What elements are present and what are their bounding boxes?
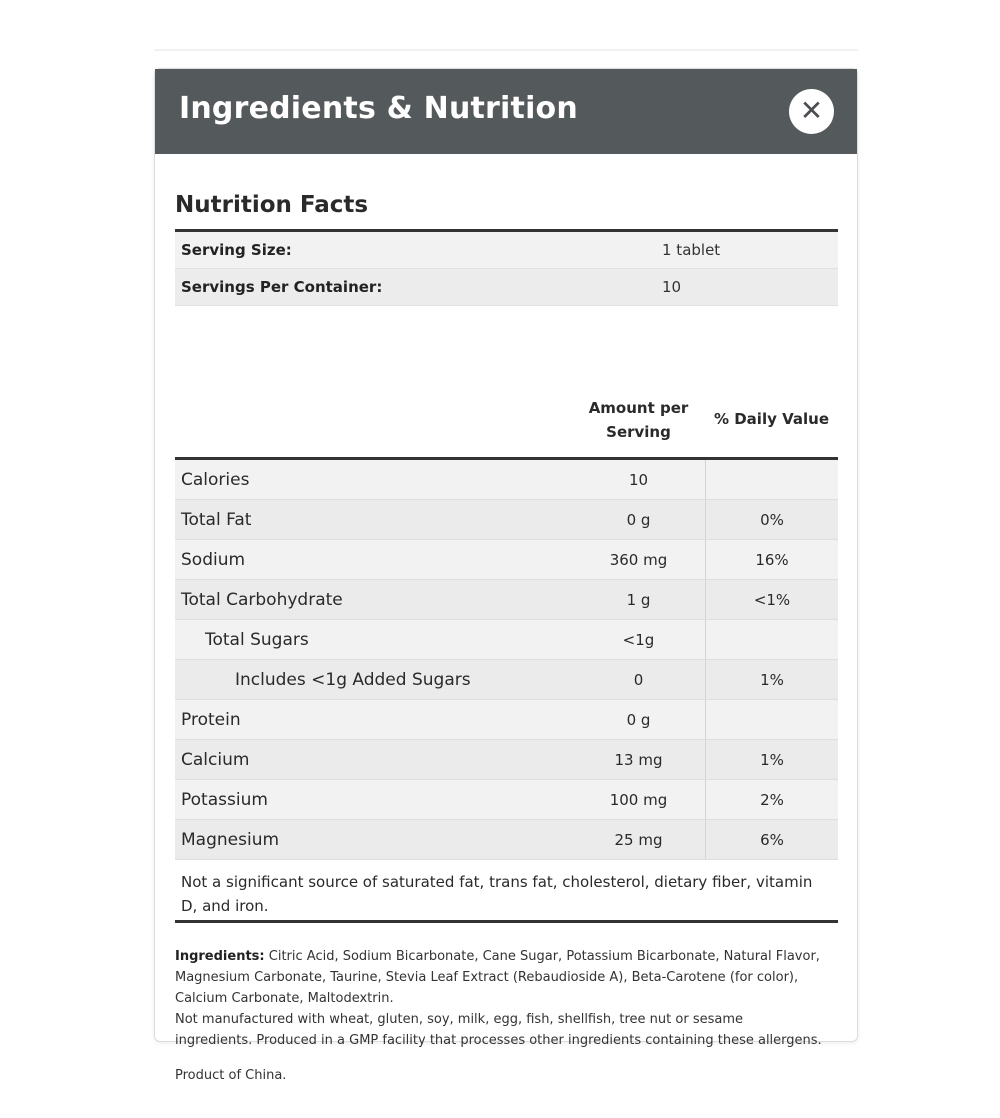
- nutrient-name: Total Fat: [181, 509, 252, 530]
- amount-per-serving-header: [572, 396, 705, 457]
- close-icon: ✕: [799, 93, 824, 127]
- nutrient-daily-value: 6%: [705, 820, 838, 859]
- nutrient-daily-value: 2%: [705, 780, 838, 819]
- nutrient-name: Calories: [181, 469, 250, 490]
- table-row: [175, 700, 838, 740]
- nutrient-amount: 10: [628, 470, 649, 489]
- ingredients-paragraph: [175, 946, 838, 1009]
- nutrient-amount: 0 g: [626, 710, 651, 729]
- table-row: [175, 620, 838, 660]
- nutrient-daily-value: [705, 460, 838, 499]
- country-of-origin: Product of China.: [175, 1068, 287, 1083]
- nutrient-name: Magnesium: [181, 829, 280, 850]
- table-row: [175, 500, 838, 540]
- ingredients-label: Ingredients:: [175, 949, 265, 964]
- nutrient-amount: <1g: [622, 630, 655, 649]
- serving-size-label: Serving Size:: [181, 241, 292, 259]
- nutrition-facts-title: Nutrition Facts: [175, 192, 369, 218]
- table-row: [175, 820, 838, 860]
- nutrient-daily-value: [705, 700, 838, 739]
- table-row: [175, 580, 838, 620]
- allergen-statement-line1: Not manufactured with wheat, gluten, soy, milk, egg, fish, shellfish, tree nut or sesame: [175, 1012, 743, 1027]
- nutrient-name: Includes <1g Added Sugars: [235, 669, 471, 690]
- serving-table: [175, 229, 838, 306]
- nutrient-name-header: [175, 404, 572, 457]
- serving-size-value: 1 tablet: [662, 241, 721, 259]
- table-row: [175, 540, 838, 580]
- table-row: [175, 460, 838, 500]
- nutrient-daily-value: 1%: [705, 740, 838, 779]
- ingredients-section: [175, 946, 838, 1051]
- modal-header: [155, 69, 857, 154]
- amount-header-line1: Amount per: [588, 399, 689, 417]
- daily-value-header: % Daily Value: [713, 410, 829, 428]
- table-row: [175, 740, 838, 780]
- nutrient-daily-value: 1%: [705, 660, 838, 699]
- nutrient-daily-value: 16%: [705, 540, 838, 579]
- nutrient-name: Protein: [181, 709, 241, 730]
- nutrient-amount: 360 mg: [609, 550, 668, 569]
- top-divider: [154, 49, 858, 51]
- nutrient-daily-value: <1%: [705, 580, 838, 619]
- nutrient-amount: 25 mg: [614, 830, 663, 849]
- nutrient-name: Potassium: [181, 789, 268, 810]
- nutrient-daily-value: [705, 620, 838, 659]
- nutrient-amount: 1 g: [626, 590, 651, 609]
- nutrient-name: Calcium: [181, 749, 250, 770]
- nutrient-rows: [175, 460, 838, 860]
- table-row: [175, 660, 838, 700]
- ingredients-text: Citric Acid, Sodium Bicarbonate, Cane Sugar, Potassium Bicarbonate, Natural Flavor, Magnesium Carbonate, Taurine, Stevia Leaf Extract (Rebaudioside A), Beta-Carotene (for color), Calcium Carbonate, Maltodextrin.: [175, 949, 820, 1006]
- nutrient-amount: 0 g: [626, 510, 651, 529]
- amount-header-line2: Serving: [606, 423, 671, 441]
- nutrient-name: Total Sugars: [205, 629, 309, 650]
- nutrient-name: Sodium: [181, 549, 246, 570]
- serving-size-row: [175, 232, 838, 269]
- nutrient-table-header: [175, 399, 838, 460]
- nutrient-daily-value: 0%: [705, 500, 838, 539]
- nutrient-amount: 100 mg: [609, 790, 668, 809]
- servings-per-container-label: Servings Per Container:: [181, 278, 383, 296]
- ingredients-modal: [154, 68, 858, 1083]
- allergen-statement-line2: ingredients. Produced in a GMP facility that processes other ingredients containing these allergens.: [175, 1033, 822, 1048]
- nutrient-name: Total Carbohydrate: [181, 589, 343, 610]
- close-button[interactable]: [789, 89, 834, 134]
- modal-title: Ingredients & Nutrition: [179, 91, 578, 126]
- nutrition-footnote: Not a significant source of saturated fat, trans fat, cholesterol, dietary fiber, vitamin D, and iron.: [175, 861, 838, 923]
- servings-per-container-value: 10: [662, 278, 682, 296]
- servings-per-container-row: [175, 269, 838, 306]
- nutrient-amount: 0: [633, 670, 644, 689]
- nutrient-amount: 13 mg: [614, 750, 663, 769]
- table-row: [175, 780, 838, 820]
